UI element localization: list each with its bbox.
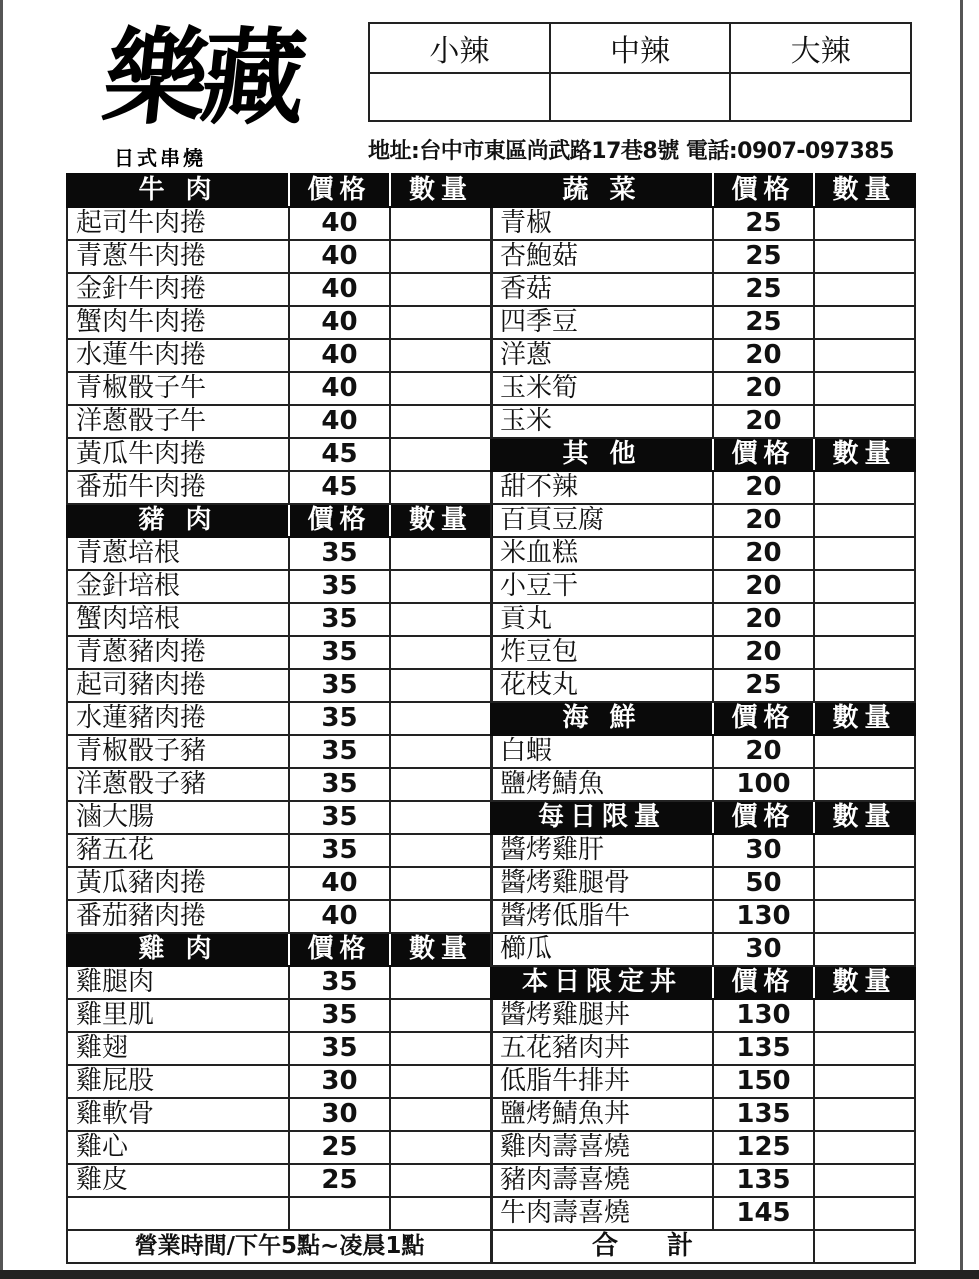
menu-item-price: 30 [289,1065,390,1098]
menu-item-name: 水蓮牛肉捲 [67,339,289,372]
menu-item-price: 20 [713,603,814,636]
price-column-header: 價格 [289,504,390,537]
menu-item-quantity[interactable] [390,1065,492,1098]
total-value[interactable] [814,1230,915,1263]
menu-item-quantity[interactable] [814,1131,915,1164]
menu-item-name: 玉米 [491,405,713,438]
page-border-bottom [0,1270,979,1279]
menu-item-quantity[interactable] [390,1098,492,1131]
menu-item-row [491,570,915,603]
menu-item-name: 洋蔥骰子牛 [67,405,289,438]
price-column-header: 價格 [713,438,814,471]
menu-item-quantity[interactable] [814,1065,915,1098]
menu-item-row [491,306,915,339]
spice-header-row [370,24,910,72]
menu-item-price: 25 [713,240,814,273]
menu-item-name: 雞翅 [67,1032,289,1065]
menu-item-price: 30 [289,1098,390,1131]
menu-item-price: 100 [713,768,814,801]
section-title: 蔬 菜 [491,174,713,207]
menu-item-row [491,240,915,273]
spice-medium-entry[interactable] [549,74,730,122]
section-header-row [67,504,492,537]
menu-item-row [67,1197,492,1230]
menu-item-row [67,1131,492,1164]
menu-item-name: 黃瓜牛肉捲 [67,438,289,471]
menu-item-quantity[interactable] [390,306,492,339]
menu-item-row [491,1065,915,1098]
menu-item-row [67,339,492,372]
section-header-row [67,933,492,966]
menu-item-row [491,834,915,867]
menu-item-row [491,339,915,372]
menu-item-name: 牛肉壽喜燒 [491,1197,713,1230]
menu-item-name: 杏鮑菇 [491,240,713,273]
menu-item-name: 豬肉壽喜燒 [491,1164,713,1197]
menu-item-quantity[interactable] [390,372,492,405]
menu-item-row [491,273,915,306]
menu-item-quantity[interactable] [814,768,915,801]
menu-item-price: 20 [713,405,814,438]
menu-item-row [67,306,492,339]
menu-item-row [67,801,492,834]
menu-item-quantity[interactable] [390,1032,492,1065]
section-title: 其 他 [491,438,713,471]
menu-item-price: 35 [289,603,390,636]
total-row [491,1230,915,1263]
menu-item-name: 青椒骰子豬 [67,735,289,768]
quantity-column-header: 數量 [814,438,915,471]
menu-item-name: 醬烤雞肝 [491,834,713,867]
menu-item-price: 45 [289,438,390,471]
menu-item-row [491,867,915,900]
menu-item-price [289,1197,390,1230]
menu-item-quantity[interactable] [390,867,492,900]
menu-item-row [67,636,492,669]
menu-item-quantity[interactable] [814,1197,915,1230]
menu-item-row [67,867,492,900]
business-hours: 營業時間/下午5點~凌晨1點 [67,1230,492,1263]
menu-item-quantity[interactable] [814,240,915,273]
menu-item-quantity[interactable] [814,372,915,405]
menu-item-quantity[interactable] [814,405,915,438]
menu-item-row [491,735,915,768]
menu-item-name: 黃瓜豬肉捲 [67,867,289,900]
price-column-header: 價格 [713,174,814,207]
menu-item-quantity[interactable] [814,999,915,1032]
menu-item-price: 130 [713,900,814,933]
menu-item-quantity[interactable] [390,1131,492,1164]
spice-medium-label: 中辣 [549,24,730,72]
menu-item-price: 35 [289,669,390,702]
menu-item-quantity[interactable] [390,471,492,504]
menu-item-quantity[interactable] [390,603,492,636]
menu-item-price: 130 [713,999,814,1032]
menu-item-name: 炸豆包 [491,636,713,669]
menu-item-quantity[interactable] [814,834,915,867]
menu-item-row [491,1098,915,1131]
quantity-column-header: 數量 [390,933,492,966]
menu-item-row [491,1131,915,1164]
menu-item-quantity[interactable] [814,339,915,372]
menu-item-quantity[interactable] [814,735,915,768]
menu-item-row [67,207,492,240]
menu-item-price: 25 [289,1164,390,1197]
menu-item-quantity[interactable] [390,405,492,438]
menu-item-row [67,999,492,1032]
section-header-row [491,438,915,471]
menu-item-price: 35 [289,801,390,834]
menu-item-price: 35 [289,735,390,768]
menu-item-name: 白蝦 [491,735,713,768]
menu-item-price: 30 [713,933,814,966]
menu-item-price: 20 [713,570,814,603]
menu-item-price: 40 [289,273,390,306]
menu-item-quantity[interactable] [390,537,492,570]
section-header-row [491,174,915,207]
menu-item-row [67,1164,492,1197]
menu-item-name: 番茄牛肉捲 [67,471,289,504]
menu-item-name: 番茄豬肉捲 [67,900,289,933]
menu-item-price: 135 [713,1164,814,1197]
spice-hot-entry[interactable] [729,74,910,122]
menu-item-name: 鹽烤鯖魚 [491,768,713,801]
page-border-right [960,0,963,1279]
section-title: 每日限量 [491,801,713,834]
price-column-header: 價格 [713,801,814,834]
menu-item-price: 35 [289,570,390,603]
menu-item-name: 蟹肉牛肉捲 [67,306,289,339]
menu-item-name: 雞屁股 [67,1065,289,1098]
menu-table-left [66,173,493,1264]
menu-item-name: 青蔥牛肉捲 [67,240,289,273]
menu-item-price: 25 [713,207,814,240]
menu-item-quantity[interactable] [390,669,492,702]
menu-item-row [491,1164,915,1197]
spice-mild-entry[interactable] [370,74,549,122]
section-title: 本日限定丼 [491,966,713,999]
menu-item-name: 金針培根 [67,570,289,603]
menu-item-price: 20 [713,372,814,405]
address-phone: 地址:台中市東區尚武路17巷8號 電話:0907-097385 [368,139,894,164]
menu-item-price: 45 [289,471,390,504]
menu-item-row [67,603,492,636]
menu-item-price: 40 [289,240,390,273]
spice-hot-label: 大辣 [729,24,910,72]
menu-item-price: 35 [289,966,390,999]
menu-item-quantity[interactable] [814,1098,915,1131]
menu-item-price: 20 [713,537,814,570]
restaurant-logo [97,14,350,170]
menu-item-name: 玉米筍 [491,372,713,405]
menu-item-row [491,1197,915,1230]
menu-item-quantity[interactable] [814,900,915,933]
menu-item-row [67,537,492,570]
menu-item-price: 40 [289,339,390,372]
menu-item-row [67,702,492,735]
menu-item-price: 40 [289,900,390,933]
menu-item-name: 起司豬肉捲 [67,669,289,702]
menu-item-name: 米血糕 [491,537,713,570]
menu-item-price: 135 [713,1098,814,1131]
menu-item-quantity[interactable] [814,207,915,240]
menu-item-quantity[interactable] [814,471,915,504]
menu-item-price: 25 [713,273,814,306]
menu-item-price: 125 [713,1131,814,1164]
menu-item-name: 甜不辣 [491,471,713,504]
menu-item-price: 35 [289,834,390,867]
menu-item-name: 雞軟骨 [67,1098,289,1131]
price-column-header: 價格 [713,966,814,999]
menu-item-price: 20 [713,471,814,504]
menu-item-name [67,1197,289,1230]
menu-item-name: 百頁豆腐 [491,504,713,537]
quantity-column-header: 數量 [814,702,915,735]
menu-item-price: 20 [713,636,814,669]
menu-item-row [67,438,492,471]
menu-item-row [67,1065,492,1098]
menu-item-name: 豬五花 [67,834,289,867]
menu-item-name: 五花豬肉丼 [491,1032,713,1065]
menu-item-quantity[interactable] [814,273,915,306]
price-column-header: 價格 [289,933,390,966]
section-title: 牛 肉 [67,174,289,207]
section-title: 雞 肉 [67,933,289,966]
menu-item-price: 20 [713,735,814,768]
quantity-column-header: 數量 [814,966,915,999]
menu-item-quantity[interactable] [814,1032,915,1065]
menu-item-price: 145 [713,1197,814,1230]
menu-item-quantity[interactable] [390,207,492,240]
total-label: 合 計 [491,1230,814,1263]
menu-item-name: 小豆干 [491,570,713,603]
menu-item-name: 青蔥豬肉捲 [67,636,289,669]
menu-item-name: 醬烤低脂牛 [491,900,713,933]
menu-item-quantity[interactable] [814,504,915,537]
menu-item-quantity[interactable] [390,801,492,834]
menu-item-name: 雞里肌 [67,999,289,1032]
menu-item-row [67,405,492,438]
price-column-header: 價格 [289,174,390,207]
menu-table-right [490,173,916,1264]
menu-item-quantity[interactable] [390,438,492,471]
quantity-column-header: 數量 [814,801,915,834]
menu-item-row [491,768,915,801]
menu-item-row [67,669,492,702]
menu-item-name: 起司牛肉捲 [67,207,289,240]
menu-item-name: 蟹肉培根 [67,603,289,636]
section-header-row [491,801,915,834]
business-hours-row [67,1230,492,1263]
menu-item-name: 青蔥培根 [67,537,289,570]
menu-item-name: 金針牛肉捲 [67,273,289,306]
menu-item-name: 低脂牛排丼 [491,1065,713,1098]
menu-item-price: 35 [289,702,390,735]
menu-item-row [491,636,915,669]
menu-item-row [67,966,492,999]
menu-item-quantity[interactable] [814,636,915,669]
menu-item-name: 四季豆 [491,306,713,339]
menu-item-price: 135 [713,1032,814,1065]
menu-item-name: 青椒 [491,207,713,240]
menu-item-price: 40 [289,867,390,900]
menu-item-quantity[interactable] [390,240,492,273]
menu-item-name: 香菇 [491,273,713,306]
menu-item-row [67,1098,492,1131]
menu-item-row [67,768,492,801]
menu-item-quantity[interactable] [814,1164,915,1197]
price-column-header: 價格 [713,702,814,735]
menu-item-quantity[interactable] [390,735,492,768]
menu-item-row [491,537,915,570]
menu-item-name: 醬烤雞腿丼 [491,999,713,1032]
section-title: 海 鮮 [491,702,713,735]
menu-item-price: 25 [289,1131,390,1164]
menu-item-price: 25 [713,306,814,339]
menu-item-quantity[interactable] [390,999,492,1032]
menu-item-row [491,1032,915,1065]
menu-item-row [67,1032,492,1065]
menu-item-name: 醬烤雞腿骨 [491,867,713,900]
menu-item-name: 青椒骰子牛 [67,372,289,405]
menu-item-price: 40 [289,405,390,438]
menu-item-quantity[interactable] [390,1164,492,1197]
menu-item-row [491,999,915,1032]
menu-item-name: 鹽烤鯖魚丼 [491,1098,713,1131]
menu-item-row [491,933,915,966]
menu-item-price: 35 [289,636,390,669]
section-header-row [491,702,915,735]
menu-item-quantity[interactable] [390,636,492,669]
spice-entry-row [370,72,910,122]
menu-item-quantity[interactable] [814,306,915,339]
menu-item-row [491,603,915,636]
menu-item-quantity[interactable] [814,603,915,636]
menu-item-price: 35 [289,537,390,570]
menu-item-row [67,471,492,504]
menu-item-quantity[interactable] [814,570,915,603]
menu-item-quantity[interactable] [814,867,915,900]
menu-item-quantity[interactable] [814,537,915,570]
menu-item-quantity[interactable] [390,1197,492,1230]
section-title: 豬 肉 [67,504,289,537]
menu-item-quantity[interactable] [390,834,492,867]
menu-item-row [491,669,915,702]
menu-item-row [491,900,915,933]
menu-item-quantity[interactable] [814,669,915,702]
menu-item-price: 40 [289,207,390,240]
quantity-column-header: 數量 [390,504,492,537]
section-header-row [491,966,915,999]
menu-item-price: 150 [713,1065,814,1098]
menu-item-quantity[interactable] [390,273,492,306]
menu-item-price: 30 [713,834,814,867]
menu-item-name: 雞心 [67,1131,289,1164]
menu-item-row [67,900,492,933]
menu-item-quantity[interactable] [390,702,492,735]
menu-item-name: 雞皮 [67,1164,289,1197]
menu-item-row [67,570,492,603]
spice-level-table [368,22,912,122]
menu-item-price: 35 [289,999,390,1032]
menu-item-price: 35 [289,1032,390,1065]
menu-item-name: 花枝丸 [491,669,713,702]
menu-item-row [491,372,915,405]
menu-item-quantity[interactable] [390,570,492,603]
menu-item-name: 滷大腸 [67,801,289,834]
menu-item-price: 50 [713,867,814,900]
quantity-column-header: 數量 [814,174,915,207]
menu-item-quantity[interactable] [390,768,492,801]
menu-item-price: 25 [713,669,814,702]
menu-item-row [67,240,492,273]
page-border-left [0,0,3,1279]
menu-item-name: 洋蔥 [491,339,713,372]
menu-item-price: 40 [289,306,390,339]
menu-item-quantity[interactable] [390,900,492,933]
menu-item-price: 20 [713,339,814,372]
menu-item-row [67,372,492,405]
menu-item-row [491,504,915,537]
menu-item-name: 貢丸 [491,603,713,636]
menu-item-price: 35 [289,768,390,801]
section-header-row [67,174,492,207]
menu-item-row [67,834,492,867]
logo-subtitle: 日式串燒 [114,146,206,170]
menu-item-name: 櫛瓜 [491,933,713,966]
quantity-column-header: 數量 [390,174,492,207]
menu-item-quantity[interactable] [390,339,492,372]
menu-item-quantity[interactable] [390,966,492,999]
spice-mild-label: 小辣 [429,34,490,69]
menu-item-row [491,405,915,438]
menu-item-row [67,735,492,768]
menu-item-name: 水蓮豬肉捲 [67,702,289,735]
menu-item-row [491,471,915,504]
menu-item-price: 40 [289,372,390,405]
menu-item-name: 雞肉壽喜燒 [491,1131,713,1164]
menu-item-name: 雞腿肉 [67,966,289,999]
menu-item-quantity[interactable] [814,933,915,966]
menu-item-name: 洋蔥骰子豬 [67,768,289,801]
menu-item-row [67,273,492,306]
logo-title: 樂藏 [97,16,307,139]
menu-item-row [491,207,915,240]
menu-item-price: 20 [713,504,814,537]
